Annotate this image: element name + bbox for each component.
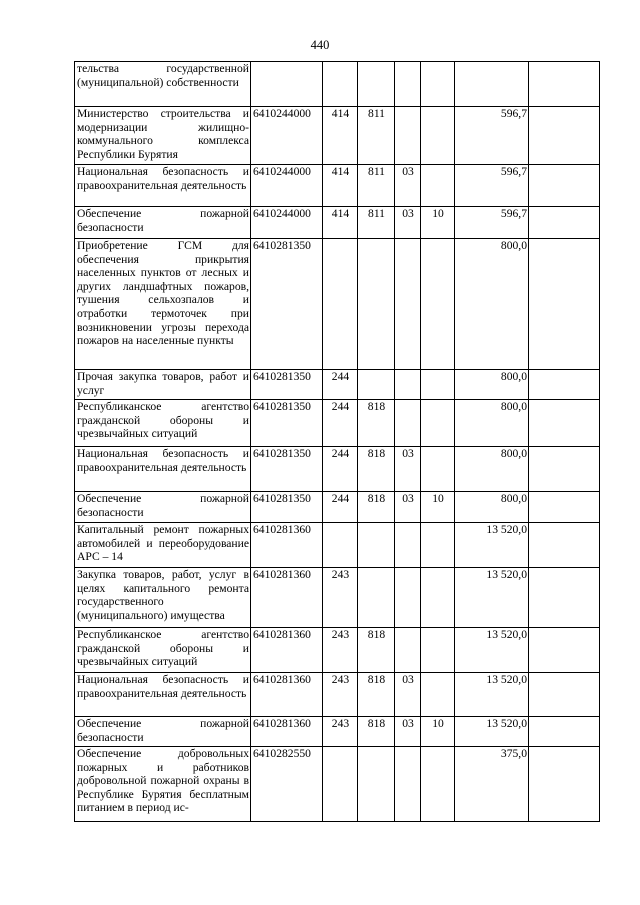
row-extra-cell	[421, 62, 455, 107]
row-amount-cell: 13 520,0	[455, 628, 529, 673]
row-expense-type-cell: 243	[323, 628, 358, 673]
row-name-cell: Республиканское агентство гражданской обороны и чрезвычайных ситуаций	[75, 400, 251, 447]
row-extra-cell	[421, 107, 455, 165]
row-amount-cell	[455, 62, 529, 107]
row-amount-cell: 596,7	[455, 107, 529, 165]
row-empty-cell	[529, 673, 600, 717]
row-amount-cell: 13 520,0	[455, 717, 529, 747]
row-empty-cell	[529, 107, 600, 165]
row-amount-cell: 800,0	[455, 239, 529, 370]
row-empty-cell	[529, 447, 600, 492]
budget-table	[74, 61, 600, 822]
row-section-cell: 818	[358, 717, 395, 747]
row-section-cell: 818	[358, 492, 395, 523]
table-row	[75, 239, 600, 370]
row-subsection-cell	[395, 370, 421, 400]
row-name-cell: Закупка товаров, работ, услуг в целях капитального ремонта государственного (муниципального) имущества	[75, 568, 251, 628]
table-row	[75, 523, 600, 568]
row-subsection-cell	[395, 628, 421, 673]
row-subsection-cell	[395, 747, 421, 822]
row-section-cell	[358, 747, 395, 822]
table-row	[75, 207, 600, 239]
row-code-cell: 6410281360	[251, 628, 323, 673]
row-code-cell: 6410244000	[251, 107, 323, 165]
page-number: 440	[310, 38, 330, 52]
row-empty-cell	[529, 207, 600, 239]
row-expense-type-cell	[323, 523, 358, 568]
row-expense-type-cell	[323, 239, 358, 370]
row-name-cell: Обеспечение пожарной безопасности	[75, 207, 251, 239]
row-code-cell: 6410244000	[251, 165, 323, 207]
row-extra-cell	[421, 568, 455, 628]
row-expense-type-cell: 244	[323, 447, 358, 492]
row-code-cell: 6410281350	[251, 492, 323, 523]
table-row	[75, 747, 600, 822]
row-expense-type-cell: 243	[323, 717, 358, 747]
row-expense-type-cell: 244	[323, 492, 358, 523]
row-code-cell	[251, 62, 323, 107]
row-amount-cell: 800,0	[455, 370, 529, 400]
row-empty-cell	[529, 492, 600, 523]
row-section-cell: 818	[358, 447, 395, 492]
row-subsection-cell	[395, 107, 421, 165]
row-expense-type-cell: 243	[323, 673, 358, 717]
table-row	[75, 107, 600, 165]
table-row	[75, 568, 600, 628]
table-row	[75, 370, 600, 400]
row-extra-cell	[421, 523, 455, 568]
row-name-cell: Обеспечение добровольных пожарных и работников добровольной пожарной охраны в Республике Бурятия бесплатным питанием в период ис-	[75, 747, 251, 822]
row-extra-cell	[421, 239, 455, 370]
row-extra-cell	[421, 447, 455, 492]
row-subsection-cell: 03	[395, 673, 421, 717]
row-amount-cell: 596,7	[455, 165, 529, 207]
row-extra-cell: 10	[421, 717, 455, 747]
table-row	[75, 673, 600, 717]
row-subsection-cell: 03	[395, 207, 421, 239]
row-subsection-cell	[395, 239, 421, 370]
row-name-cell: Приобретение ГСМ для обеспечения прикрытия населенных пунктов от лесных и других ландшафтных пожаров, тушения сельхозпалов и отработки термоточек при возникновении угрозы перехода пожаров на населенные пункты	[75, 239, 251, 370]
row-extra-cell	[421, 628, 455, 673]
row-code-cell: 6410281360	[251, 673, 323, 717]
table-body	[75, 62, 600, 822]
row-section-cell	[358, 568, 395, 628]
row-amount-cell: 13 520,0	[455, 523, 529, 568]
row-subsection-cell: 03	[395, 165, 421, 207]
row-subsection-cell: 03	[395, 492, 421, 523]
row-empty-cell	[529, 568, 600, 628]
row-name-cell: Национальная безопасность и правоохранительная деятельность	[75, 673, 251, 717]
row-empty-cell	[529, 62, 600, 107]
row-code-cell: 6410281350	[251, 239, 323, 370]
row-name-cell: Национальная безопасность и правоохранительная деятельность	[75, 447, 251, 492]
row-extra-cell	[421, 165, 455, 207]
row-code-cell: 6410282550	[251, 747, 323, 822]
row-extra-cell: 10	[421, 492, 455, 523]
row-extra-cell	[421, 370, 455, 400]
row-subsection-cell	[395, 568, 421, 628]
row-expense-type-cell: 244	[323, 370, 358, 400]
row-subsection-cell	[395, 400, 421, 447]
row-code-cell: 6410244000	[251, 207, 323, 239]
row-name-cell: Республиканское агентство гражданской обороны и чрезвычайных ситуаций	[75, 628, 251, 673]
row-expense-type-cell: 414	[323, 107, 358, 165]
row-empty-cell	[529, 239, 600, 370]
row-section-cell	[358, 370, 395, 400]
row-section-cell: 818	[358, 628, 395, 673]
row-empty-cell	[529, 717, 600, 747]
row-name-cell: Обеспечение пожарной безопасности	[75, 717, 251, 747]
row-name-cell: Капитальный ремонт пожарных автомобилей и переоборудование АРС – 14	[75, 523, 251, 568]
row-empty-cell	[529, 628, 600, 673]
row-subsection-cell	[395, 62, 421, 107]
row-expense-type-cell: 414	[323, 165, 358, 207]
row-section-cell: 811	[358, 107, 395, 165]
row-empty-cell	[529, 400, 600, 447]
table-row	[75, 400, 600, 447]
row-expense-type-cell: 243	[323, 568, 358, 628]
row-section-cell	[358, 523, 395, 568]
row-code-cell: 6410281350	[251, 370, 323, 400]
row-extra-cell	[421, 747, 455, 822]
row-expense-type-cell	[323, 62, 358, 107]
row-amount-cell: 375,0	[455, 747, 529, 822]
row-amount-cell: 800,0	[455, 400, 529, 447]
table-row	[75, 447, 600, 492]
row-code-cell: 6410281360	[251, 523, 323, 568]
row-code-cell: 6410281350	[251, 400, 323, 447]
row-section-cell	[358, 239, 395, 370]
row-name-cell: Министерство строительства и модернизации жилищно-коммунального комплекса Республики Бурятия	[75, 107, 251, 165]
row-empty-cell	[529, 165, 600, 207]
row-name-cell: тельства государственной (муниципальной) собственности	[75, 62, 251, 107]
row-expense-type-cell: 414	[323, 207, 358, 239]
row-amount-cell: 13 520,0	[455, 568, 529, 628]
row-amount-cell: 596,7	[455, 207, 529, 239]
row-extra-cell	[421, 673, 455, 717]
row-section-cell: 818	[358, 673, 395, 717]
row-amount-cell: 13 520,0	[455, 673, 529, 717]
row-name-cell: Прочая закупка товаров, работ и услуг	[75, 370, 251, 400]
row-name-cell: Национальная безопасность и правоохранительная деятельность	[75, 165, 251, 207]
row-empty-cell	[529, 370, 600, 400]
row-subsection-cell	[395, 523, 421, 568]
row-empty-cell	[529, 747, 600, 822]
row-code-cell: 6410281360	[251, 717, 323, 747]
row-section-cell	[358, 62, 395, 107]
table-row	[75, 492, 600, 523]
row-section-cell: 811	[358, 165, 395, 207]
row-amount-cell: 800,0	[455, 447, 529, 492]
row-subsection-cell: 03	[395, 717, 421, 747]
row-expense-type-cell	[323, 747, 358, 822]
row-code-cell: 6410281360	[251, 568, 323, 628]
row-expense-type-cell: 244	[323, 400, 358, 447]
row-subsection-cell: 03	[395, 447, 421, 492]
table-row	[75, 628, 600, 673]
row-extra-cell: 10	[421, 207, 455, 239]
row-section-cell: 818	[358, 400, 395, 447]
table-row	[75, 62, 600, 107]
row-section-cell: 811	[358, 207, 395, 239]
table-row	[75, 165, 600, 207]
row-name-cell: Обеспечение пожарной безопасности	[75, 492, 251, 523]
row-amount-cell: 800,0	[455, 492, 529, 523]
row-empty-cell	[529, 523, 600, 568]
table-row	[75, 717, 600, 747]
row-code-cell: 6410281350	[251, 447, 323, 492]
row-extra-cell	[421, 400, 455, 447]
